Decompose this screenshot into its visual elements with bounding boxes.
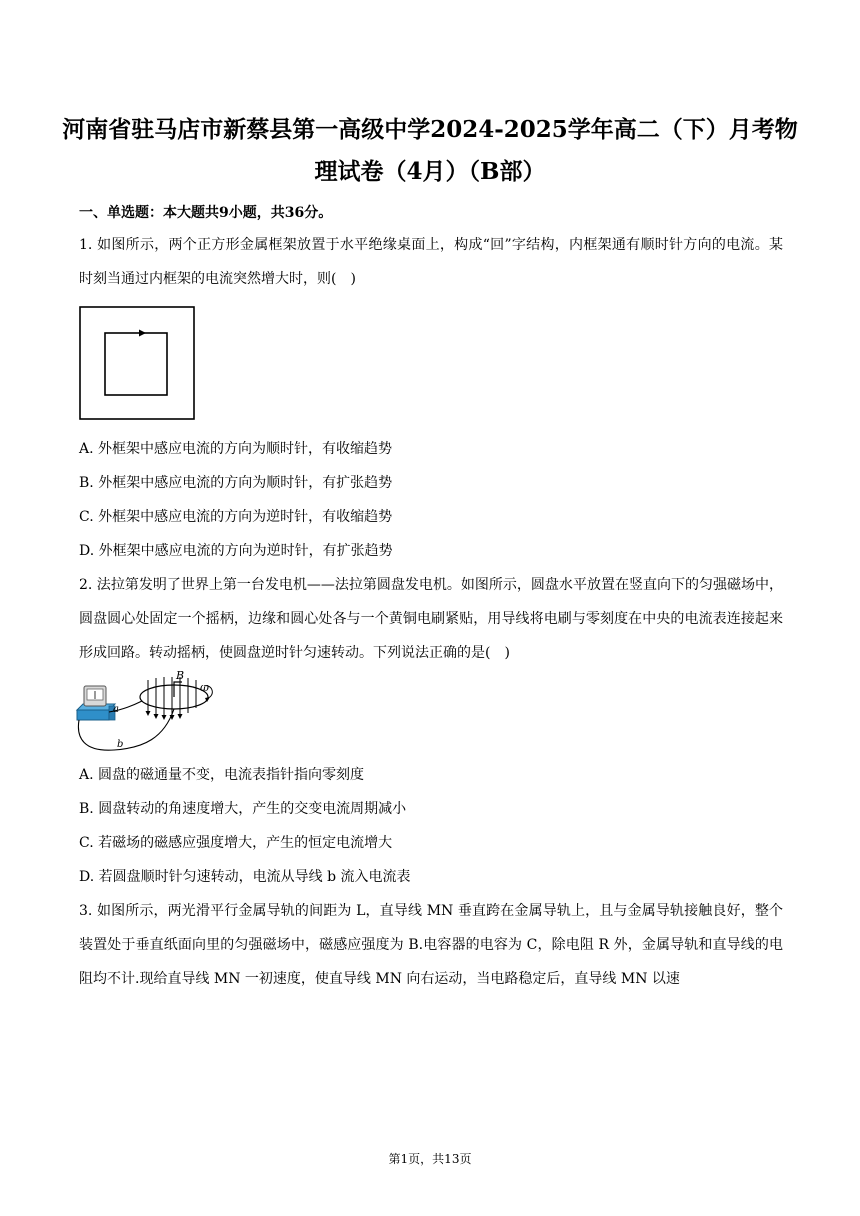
figure-label-a: a (113, 704, 119, 715)
q2-option-b: B. 圆盘转动的角速度增大，产生的交变电流周期减小 (79, 801, 407, 817)
q2-option-a: A. 圆盘的磁通量不变，电流表指针指向零刻度 (79, 767, 365, 783)
figure-label-b: b (117, 739, 124, 750)
question-1-text: 1. 如图所示，两个正方形金属框架放置于水平绝缘桌面上，构成“回”字结构，内框架通有顺时针方向的电流。某时刻当通过内框架的电流突然增大时，则( ) (79, 237, 783, 287)
section-heading: 一、单选题：本大题共9小题，共36分。 (79, 205, 333, 221)
question-3-text: 3. 如图所示，两光滑平行金属导轨的间距为 L，直导线 MN 垂直跨在金属导轨上，且与金属导轨接触良好，整个装置处于垂直纸面向里的匀强磁场中，磁感应强度为 B.电容器的电容为 C，除电阻 R 外，金属导轨和直导线的电阻均不计.现给直导线 MN 一初速度，使直导线 MN 向右运动，当电路稳定后，直导线 MN 以速 (79, 903, 783, 987)
q1-option-c: C. 外框架中感应电流的方向为逆时针，有收缩趋势 (79, 509, 393, 525)
q1-option-a: A. 外框架中感应电流的方向为顺时针，有收缩趋势 (79, 441, 393, 457)
figure-label-omega: ω (200, 681, 209, 694)
page-footer: 第1页，共13页 (388, 1152, 472, 1166)
exam-title-line2: 理试卷（4月）（B部） (314, 158, 546, 185)
question-2-text: 2. 法拉第发明了世界上第一台发电机——法拉第圆盘发电机。如图所示，圆盘水平放置在竖直向下的匀强磁场中，圆盘圆心处固定一个摇柄，边缘和圆心处各与一个黄铜电刷紧贴，用导线将电刷与零刻度在中央的电流表连接起来形成回路。转动摇柄，使圆盘逆时针匀速转动。下列说法正确的是( ) (79, 577, 783, 661)
figure-label-B: B (176, 669, 185, 682)
figure-nested-square-frames (79, 306, 196, 420)
figure-faraday-disk-generator (74, 668, 224, 756)
q2-option-d: D. 若圆盘顺时针匀速转动，电流从导线 b 流入电流表 (79, 869, 411, 885)
exam-title-line1: 河南省驻马店市新蔡县第一高级中学2024-2025学年高二（下）月考物 (62, 116, 798, 143)
q1-option-d: D. 外框架中感应电流的方向为逆时针，有扩张趋势 (79, 543, 393, 559)
q1-option-b: B. 外框架中感应电流的方向为顺时针，有扩张趋势 (79, 475, 393, 491)
q2-option-c: C. 若磁场的磁感应强度增大，产生的恒定电流增大 (79, 835, 393, 851)
